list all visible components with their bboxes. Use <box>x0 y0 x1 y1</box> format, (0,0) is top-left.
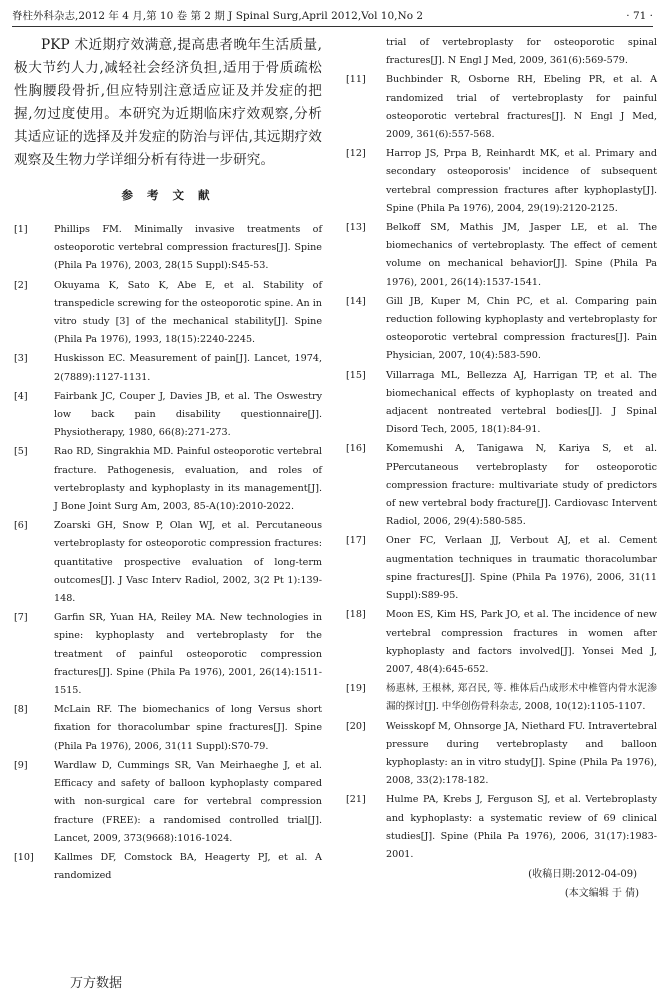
reference-item <box>346 718 657 791</box>
reference-number: [15] <box>346 369 366 381</box>
reference-text: Moon ES, Kim HS, Park JO, et al. The incidence of new vertebral compression fractures in women after kyphoplasty and factors involved[J]. Yonsei Med J, 2007, 48(4):645-652. <box>386 609 657 675</box>
reference-number: [21] <box>346 794 366 806</box>
reference-item <box>14 849 322 885</box>
page-number: · 71 · <box>626 10 653 22</box>
reference-number: [8] <box>14 704 28 716</box>
reference-text: Gill JB, Kuper M, Chin PC, et al. Comparing pain reduction following kyphoplasty and vertebroplasty for osteoporotic vertebral compression fractures[J]. Pain Physician, 2007, 10(4):583-590. <box>386 295 657 362</box>
reference-number: [19] <box>346 683 366 695</box>
reference-number: [5] <box>14 446 28 458</box>
reference-number: [11] <box>346 74 366 86</box>
reference-continuation <box>346 34 657 70</box>
references-heading: 参 考 文 献 <box>121 188 215 202</box>
reference-text: Huskisson EC. Measurement of pain[J]. Lancet, 1974, 2(7889):1127-1131. <box>54 353 322 383</box>
reference-number: [1] <box>14 224 28 235</box>
reference-item <box>14 701 322 756</box>
reference-text: Belkoff SM, Mathis JM, Jasper LE, et al. The biomechanics of vertebroplasty. The effect of cement volume on mechanical behavior[J]. Spine (Phila Pa 1976), 2001, 26(14):1537-1541. <box>386 222 657 288</box>
reference-number: [7] <box>14 612 28 624</box>
reference-text: Oner FC, Verlaan JJ, Verbout AJ, et al. Cement augmentation techniques in traumatic thoracolumbar spine fractures[J]. Spine (Phila Pa 1976), 2006, 31(11 Suppl):S89-95. <box>386 535 657 602</box>
reference-text: Okuyama K, Sato K, Abe E, et al. Stability of transpedicle screwing for the osteoporotic spine. An in vitro study [3] of the mechanical stability[J]. Spine (Phila Pa 1976), 1993, 18(15):2240-2245. <box>54 279 322 346</box>
reference-item <box>346 440 657 531</box>
reference-number: [18] <box>346 609 366 621</box>
reference-item <box>346 606 657 679</box>
reference-item <box>14 517 322 608</box>
reference-item <box>14 443 322 516</box>
reference-number: [3] <box>14 353 28 365</box>
reference-item <box>14 277 322 350</box>
running-header <box>12 6 653 27</box>
reference-text: Fairbank JC, Couper J, Davies JB, et al. The Oswestry low back pain disability questionnaire[J]. Physiotherapy, 1980, 66(8):271-273. <box>54 390 322 439</box>
reference-text: Harrop JS, Prpa B, Reinhardt MK, et al. Primary and secondary osteoporosis' incidence of subsequent vertebral compression fractures after kyphoplasty[J]. Spine (Phila Pa 1976), 2004, 29(19):2120-2125. <box>386 148 657 214</box>
reference-item <box>346 791 657 864</box>
reference-item <box>346 680 657 716</box>
reference-number: [20] <box>346 720 366 732</box>
reference-text: Kallmes DF, Comstock BA, Heagerty PJ, et al. A randomized <box>54 851 322 882</box>
conclusion-paragraph: PKP 术近期疗效满意,提高患者晚年生活质量,极大节约人力,减轻社会经济负担,适用于骨质疏松性胸腰段骨折,但应特别注意适应证及并发症的把握,勿过度使用。本研究为近期临床疗效观察,分析其适应证的选择及并发症的防治与评估,其远期疗效观察及生物力学详细分析有待进一步研究。 <box>14 37 322 168</box>
editor-credit: (本文编辑 于 倩) <box>564 888 639 900</box>
journal-citation-header: 脊柱外科杂志,2012 年 4 月,第 10 卷 第 2 期 J Spinal Surg,April 2012,Vol 10,No 2 <box>12 10 424 22</box>
references-list-left <box>14 221 322 885</box>
reference-item <box>14 388 322 443</box>
reference-text: Komemushi A, Tanigawa N, Kariya S, et al. PPercutaneous vertebroplasty for osteoporotic compression fracture: multivariate study of predictors of new vertebral body fracture[J]. Cardiovasc Intervent Radiol, 2006, 29(4):580-585. <box>386 443 657 528</box>
reference-item <box>346 293 657 366</box>
left-column <box>14 34 322 886</box>
reference-text: Rao RD, Singrakhia MD. Painful osteoporotic vertebral fracture. Pathogenesis, evaluation, and roles of vertebroplasty and kyphoplasty in its management[J]. J Bone Joint Surg Am, 2003, 85-A(10):2010-2022. <box>54 446 322 513</box>
received-date: (收稿日期:2012-04-09) <box>528 869 637 881</box>
reference-text: 杨惠林, 王根林, 郑召民, 等. 椎体后凸成形术中椎管内骨水泥渗漏的探讨[J]. 中华创伤骨科杂志, 2008, 10(12):1105-1107. <box>386 683 657 713</box>
reference-number: [14] <box>346 295 366 307</box>
reference-number: [6] <box>14 520 28 532</box>
reference-item <box>346 219 657 292</box>
reference-item <box>346 532 657 605</box>
reference-text: McLain RF. The biomechanics of long Versus short fixation for thoracolumbar spine fractures[J]. Spine (Phila Pa 1976), 2006, 31(11 Suppl):S70-79. <box>54 704 322 752</box>
reference-text: Zoarski GH, Snow P, Olan WJ, et al. Percutaneous vertebroplasty for osteoporotic compression fractures: quantitative prospective evaluation of long-term outcomes[J]. J Vasc Interv Radiol, 2002, 3(2 Pt 1):139-148. <box>54 520 322 605</box>
reference-number: [2] <box>14 279 28 291</box>
reference-number: [13] <box>346 222 366 234</box>
reference-number: [12] <box>346 148 366 160</box>
reference-number: [10] <box>14 851 34 863</box>
references-list-right <box>346 34 657 864</box>
reference-item <box>346 71 657 144</box>
reference-text: Wardlaw D, Cummings SR, Van Meirhaeghe J, et al. Efficacy and safety of balloon kyphoplasty compared with non-surgical care for vertebral compression fracture (FREE): a randomised controlled trial[J]. Lancet, 2009, 373(9668):1016-1024. <box>54 759 322 844</box>
reference-text: Buchbinder R, Osborne RH, Ebeling PR, et al. A randomized trial of vertebroplasty for painful osteoporotic vertebral fractures[J]. N Engl J Med, 2009, 361(6):557-568. <box>386 74 657 141</box>
reference-number: [4] <box>14 390 28 402</box>
reference-item <box>14 757 322 848</box>
reference-item <box>14 221 322 276</box>
reference-number: [17] <box>346 535 366 547</box>
reference-text: Weisskopf M, Ohnsorge JA, Niethard FU. Intravertebral pressure during vertebroplasty and balloon kyphoplasty: an in vitro study[J]. Spine (Phila Pa 1976), 2008, 33(2):178-182. <box>386 720 657 787</box>
reference-item <box>14 609 322 700</box>
reference-text: Villarraga ML, Bellezza AJ, Harrigan TP, et al. The biomechanical effects of kyphoplasty on treated and adjacent nontreated vertebral bodies[J]. J Spinal Disord Tech, 2005, 18(1):84-91. <box>386 369 657 436</box>
reference-text: Phillips FM. Minimally invasive treatments of osteoporotic vertebral compression fractures[J]. Spine (Phila Pa 1976), 2003, 28(15 Suppl):S45-53. <box>54 224 322 272</box>
reference-number: [9] <box>14 759 28 771</box>
right-column <box>346 34 657 903</box>
footer-watermark: 万方数据 <box>70 976 123 991</box>
reference-text: Hulme PA, Krebs J, Ferguson SJ, et al. Vertebroplasty and kyphoplasty: a systematic review of 69 clinical studies[J]. Spine (Phila Pa 1976), 2006, 31(17):1983-2001. <box>386 794 657 860</box>
reference-text: Garfin SR, Yuan HA, Reiley MA. New technologies in spine: kyphoplasty and vertebroplasty for the treatment of painful osteoporotic compression fractures[J]. Spine (Phila Pa 1976), 2001, 26(14):1511-1515. <box>54 612 322 697</box>
reference-item <box>14 350 322 386</box>
reference-item <box>346 145 657 218</box>
reference-number: [16] <box>346 443 366 455</box>
reference-text: trial of vertebroplasty for osteoporotic spinal fractures[J]. N Engl J Med, 2009, 361(6):569-579. <box>386 37 657 67</box>
reference-item <box>346 367 657 440</box>
